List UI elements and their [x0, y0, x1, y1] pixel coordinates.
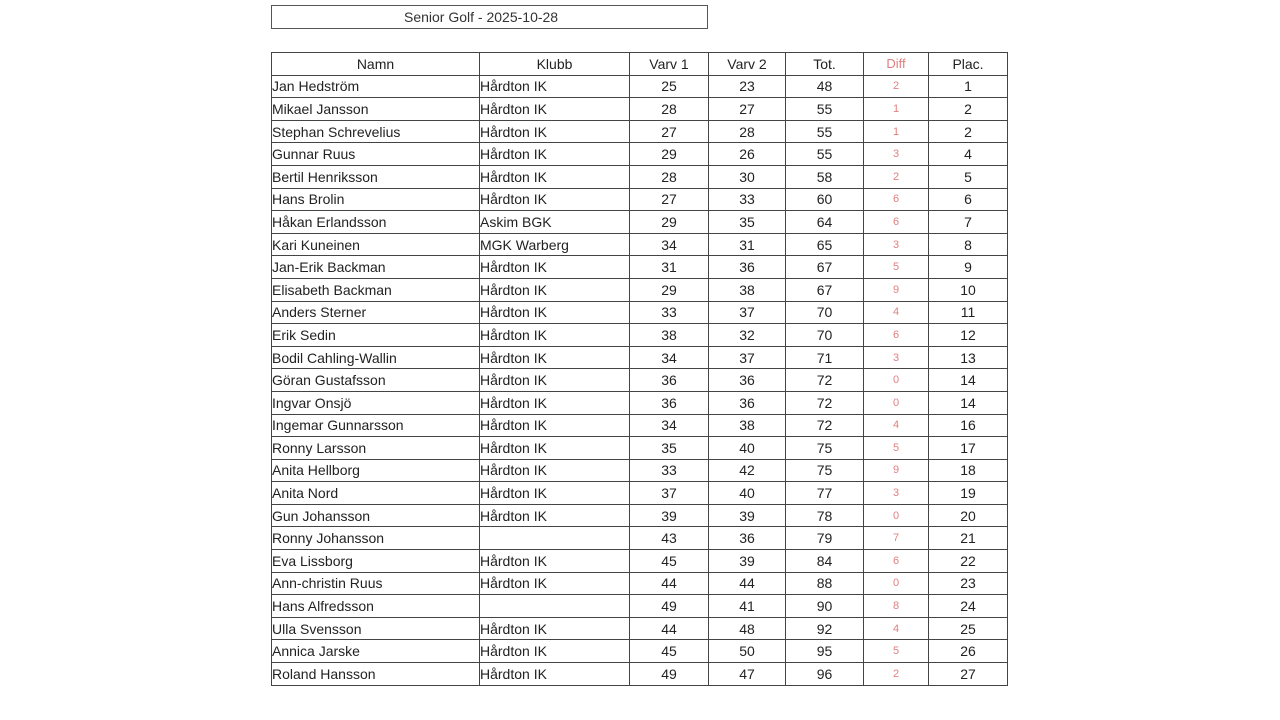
- cell-round2: 23: [709, 75, 786, 98]
- table-row: [272, 120, 1008, 143]
- table-row: [272, 459, 1008, 482]
- cell-round2: 41: [709, 595, 786, 618]
- cell-total: 72: [786, 369, 864, 392]
- cell-round1: 34: [630, 414, 709, 437]
- cell-diff: 5: [864, 437, 929, 460]
- cell-place: 2: [929, 98, 1008, 121]
- cell-total: 70: [786, 301, 864, 324]
- table-row: [272, 572, 1008, 595]
- cell-round1: 34: [630, 346, 709, 369]
- cell-total: 55: [786, 120, 864, 143]
- cell-total: 65: [786, 233, 864, 256]
- cell-name: Jan Hedström: [272, 75, 480, 98]
- table-row: [272, 211, 1008, 234]
- cell-diff: 5: [864, 256, 929, 279]
- cell-place: 11: [929, 301, 1008, 324]
- cell-place: 8: [929, 233, 1008, 256]
- cell-club: Hårdton IK: [480, 504, 630, 527]
- cell-round1: 45: [630, 550, 709, 573]
- cell-place: 7: [929, 211, 1008, 234]
- cell-name: Elisabeth Backman: [272, 278, 480, 301]
- cell-diff: 3: [864, 143, 929, 166]
- column-header-total: Tot.: [786, 53, 864, 76]
- cell-place: 2: [929, 120, 1008, 143]
- cell-round1: 34: [630, 233, 709, 256]
- cell-round1: 33: [630, 459, 709, 482]
- cell-diff: 2: [864, 75, 929, 98]
- cell-diff: 4: [864, 617, 929, 640]
- cell-round2: 27: [709, 98, 786, 121]
- cell-club: Hårdton IK: [480, 278, 630, 301]
- column-header-diff: Diff: [864, 53, 929, 76]
- cell-round1: 49: [630, 663, 709, 686]
- cell-place: 22: [929, 550, 1008, 573]
- cell-diff: 5: [864, 640, 929, 663]
- cell-name: Ronny Johansson: [272, 527, 480, 550]
- cell-diff: 4: [864, 414, 929, 437]
- cell-total: 79: [786, 527, 864, 550]
- cell-round2: 44: [709, 572, 786, 595]
- cell-round2: 36: [709, 369, 786, 392]
- cell-diff: 4: [864, 301, 929, 324]
- table-row: [272, 663, 1008, 686]
- cell-place: 25: [929, 617, 1008, 640]
- cell-name: Erik Sedin: [272, 324, 480, 347]
- cell-round2: 36: [709, 391, 786, 414]
- cell-round1: 45: [630, 640, 709, 663]
- cell-round2: 36: [709, 527, 786, 550]
- cell-diff: 7: [864, 527, 929, 550]
- cell-name: Eva Lissborg: [272, 550, 480, 573]
- cell-total: 55: [786, 98, 864, 121]
- cell-place: 20: [929, 504, 1008, 527]
- cell-total: 95: [786, 640, 864, 663]
- cell-diff: 9: [864, 459, 929, 482]
- cell-total: 70: [786, 324, 864, 347]
- cell-name: Anders Sterner: [272, 301, 480, 324]
- cell-round1: 27: [630, 188, 709, 211]
- cell-total: 67: [786, 278, 864, 301]
- cell-round1: 49: [630, 595, 709, 618]
- cell-place: 21: [929, 527, 1008, 550]
- cell-round2: 32: [709, 324, 786, 347]
- cell-total: 75: [786, 437, 864, 460]
- cell-name: Ingemar Gunnarsson: [272, 414, 480, 437]
- cell-place: 1: [929, 75, 1008, 98]
- cell-total: 96: [786, 663, 864, 686]
- cell-name: Roland Hansson: [272, 663, 480, 686]
- table-row: [272, 143, 1008, 166]
- cell-round1: 37: [630, 482, 709, 505]
- cell-name: Jan-Erik Backman: [272, 256, 480, 279]
- cell-place: 13: [929, 346, 1008, 369]
- cell-club: Hårdton IK: [480, 437, 630, 460]
- cell-name: Anita Hellborg: [272, 459, 480, 482]
- cell-round2: 38: [709, 278, 786, 301]
- table-header-row: [272, 53, 1008, 76]
- cell-place: 16: [929, 414, 1008, 437]
- cell-name: Mikael Jansson: [272, 98, 480, 121]
- cell-place: 27: [929, 663, 1008, 686]
- cell-name: Kari Kuneinen: [272, 233, 480, 256]
- page-title: Senior Golf - 2025-10-28: [271, 5, 708, 29]
- cell-round2: 42: [709, 459, 786, 482]
- cell-club: Hårdton IK: [480, 550, 630, 573]
- cell-club: Hårdton IK: [480, 572, 630, 595]
- cell-round1: 28: [630, 98, 709, 121]
- cell-club: Hårdton IK: [480, 143, 630, 166]
- cell-club: Hårdton IK: [480, 188, 630, 211]
- cell-name: Bodil Cahling-Wallin: [272, 346, 480, 369]
- cell-diff: 0: [864, 369, 929, 392]
- cell-round1: 43: [630, 527, 709, 550]
- cell-club: Hårdton IK: [480, 324, 630, 347]
- cell-diff: 6: [864, 211, 929, 234]
- cell-round2: 50: [709, 640, 786, 663]
- cell-club: Hårdton IK: [480, 98, 630, 121]
- cell-total: 84: [786, 550, 864, 573]
- cell-club: Hårdton IK: [480, 301, 630, 324]
- cell-name: Gunnar Ruus: [272, 143, 480, 166]
- table-row: [272, 346, 1008, 369]
- cell-diff: 0: [864, 391, 929, 414]
- table-row: [272, 617, 1008, 640]
- cell-round1: 28: [630, 165, 709, 188]
- cell-total: 72: [786, 391, 864, 414]
- table-row: [272, 640, 1008, 663]
- table-row: [272, 414, 1008, 437]
- cell-place: 14: [929, 369, 1008, 392]
- cell-round1: 31: [630, 256, 709, 279]
- cell-club: Hårdton IK: [480, 369, 630, 392]
- cell-name: Bertil Henriksson: [272, 165, 480, 188]
- cell-round2: 48: [709, 617, 786, 640]
- cell-diff: 6: [864, 324, 929, 347]
- cell-name: Ann-christin Ruus: [272, 572, 480, 595]
- results-table: [271, 52, 1008, 686]
- cell-place: 6: [929, 188, 1008, 211]
- column-header-club: Klubb: [480, 53, 630, 76]
- table-row: [272, 278, 1008, 301]
- cell-name: Annica Jarske: [272, 640, 480, 663]
- column-header-round1: Varv 1: [630, 53, 709, 76]
- cell-name: Hans Alfredsson: [272, 595, 480, 618]
- cell-total: 58: [786, 165, 864, 188]
- cell-round1: 36: [630, 391, 709, 414]
- cell-round1: 29: [630, 278, 709, 301]
- cell-round2: 26: [709, 143, 786, 166]
- cell-round1: 29: [630, 211, 709, 234]
- cell-round1: 29: [630, 143, 709, 166]
- table-row: [272, 188, 1008, 211]
- table-row: [272, 550, 1008, 573]
- cell-club: Hårdton IK: [480, 165, 630, 188]
- table-row: [272, 369, 1008, 392]
- cell-place: 5: [929, 165, 1008, 188]
- table-row: [272, 233, 1008, 256]
- cell-club: Hårdton IK: [480, 640, 630, 663]
- cell-diff: 6: [864, 550, 929, 573]
- cell-diff: 3: [864, 482, 929, 505]
- cell-club: Hårdton IK: [480, 346, 630, 369]
- cell-round1: 38: [630, 324, 709, 347]
- cell-club: Askim BGK: [480, 211, 630, 234]
- cell-round2: 40: [709, 482, 786, 505]
- table-row: [272, 391, 1008, 414]
- cell-diff: 1: [864, 120, 929, 143]
- cell-club: Hårdton IK: [480, 391, 630, 414]
- cell-diff: 3: [864, 233, 929, 256]
- cell-club: Hårdton IK: [480, 663, 630, 686]
- table-row: [272, 301, 1008, 324]
- column-header-round2: Varv 2: [709, 53, 786, 76]
- cell-place: 19: [929, 482, 1008, 505]
- cell-club: Hårdton IK: [480, 256, 630, 279]
- cell-club: Hårdton IK: [480, 459, 630, 482]
- table-row: [272, 437, 1008, 460]
- cell-diff: 8: [864, 595, 929, 618]
- table-row: [272, 527, 1008, 550]
- table-row: [272, 324, 1008, 347]
- cell-place: 4: [929, 143, 1008, 166]
- column-header-place: Plac.: [929, 53, 1008, 76]
- cell-total: 60: [786, 188, 864, 211]
- cell-total: 55: [786, 143, 864, 166]
- cell-round1: 35: [630, 437, 709, 460]
- cell-diff: 2: [864, 663, 929, 686]
- cell-club: Hårdton IK: [480, 120, 630, 143]
- cell-name: Göran Gustafsson: [272, 369, 480, 392]
- cell-round1: 44: [630, 572, 709, 595]
- cell-place: 9: [929, 256, 1008, 279]
- cell-round2: 30: [709, 165, 786, 188]
- cell-round2: 37: [709, 301, 786, 324]
- cell-round2: 35: [709, 211, 786, 234]
- cell-name: Ronny Larsson: [272, 437, 480, 460]
- cell-round1: 27: [630, 120, 709, 143]
- cell-name: Gun Johansson: [272, 504, 480, 527]
- cell-round2: 47: [709, 663, 786, 686]
- cell-round1: 36: [630, 369, 709, 392]
- cell-round2: 31: [709, 233, 786, 256]
- table-row: [272, 504, 1008, 527]
- cell-diff: 3: [864, 346, 929, 369]
- cell-club: [480, 527, 630, 550]
- cell-total: 77: [786, 482, 864, 505]
- cell-total: 78: [786, 504, 864, 527]
- cell-name: Ingvar Onsjö: [272, 391, 480, 414]
- table-row: [272, 595, 1008, 618]
- cell-club: MGK Warberg: [480, 233, 630, 256]
- cell-place: 12: [929, 324, 1008, 347]
- cell-diff: 6: [864, 188, 929, 211]
- cell-round2: 40: [709, 437, 786, 460]
- cell-diff: 2: [864, 165, 929, 188]
- cell-total: 48: [786, 75, 864, 98]
- cell-club: Hårdton IK: [480, 75, 630, 98]
- table-row: [272, 256, 1008, 279]
- cell-club: Hårdton IK: [480, 482, 630, 505]
- cell-name: Stephan Schrevelius: [272, 120, 480, 143]
- cell-name: Hans Brolin: [272, 188, 480, 211]
- cell-total: 72: [786, 414, 864, 437]
- cell-place: 18: [929, 459, 1008, 482]
- table-row: [272, 482, 1008, 505]
- cell-total: 71: [786, 346, 864, 369]
- cell-round2: 28: [709, 120, 786, 143]
- cell-club: Hårdton IK: [480, 617, 630, 640]
- cell-name: Håkan Erlandsson: [272, 211, 480, 234]
- cell-round2: 39: [709, 550, 786, 573]
- cell-name: Anita Nord: [272, 482, 480, 505]
- column-header-name: Namn: [272, 53, 480, 76]
- table-row: [272, 98, 1008, 121]
- cell-place: 23: [929, 572, 1008, 595]
- cell-round1: 33: [630, 301, 709, 324]
- cell-total: 90: [786, 595, 864, 618]
- cell-place: 10: [929, 278, 1008, 301]
- cell-round2: 33: [709, 188, 786, 211]
- cell-diff: 9: [864, 278, 929, 301]
- cell-diff: 0: [864, 572, 929, 595]
- cell-round1: 44: [630, 617, 709, 640]
- cell-total: 64: [786, 211, 864, 234]
- cell-club: [480, 595, 630, 618]
- cell-name: Ulla Svensson: [272, 617, 480, 640]
- cell-total: 75: [786, 459, 864, 482]
- cell-diff: 1: [864, 98, 929, 121]
- table-row: [272, 165, 1008, 188]
- cell-place: 14: [929, 391, 1008, 414]
- cell-total: 67: [786, 256, 864, 279]
- cell-place: 26: [929, 640, 1008, 663]
- cell-place: 24: [929, 595, 1008, 618]
- cell-place: 17: [929, 437, 1008, 460]
- cell-round2: 38: [709, 414, 786, 437]
- table-row: [272, 75, 1008, 98]
- cell-round2: 37: [709, 346, 786, 369]
- cell-round2: 36: [709, 256, 786, 279]
- cell-round2: 39: [709, 504, 786, 527]
- cell-round1: 39: [630, 504, 709, 527]
- cell-total: 88: [786, 572, 864, 595]
- cell-round1: 25: [630, 75, 709, 98]
- cell-diff: 0: [864, 504, 929, 527]
- cell-club: Hårdton IK: [480, 414, 630, 437]
- cell-total: 92: [786, 617, 864, 640]
